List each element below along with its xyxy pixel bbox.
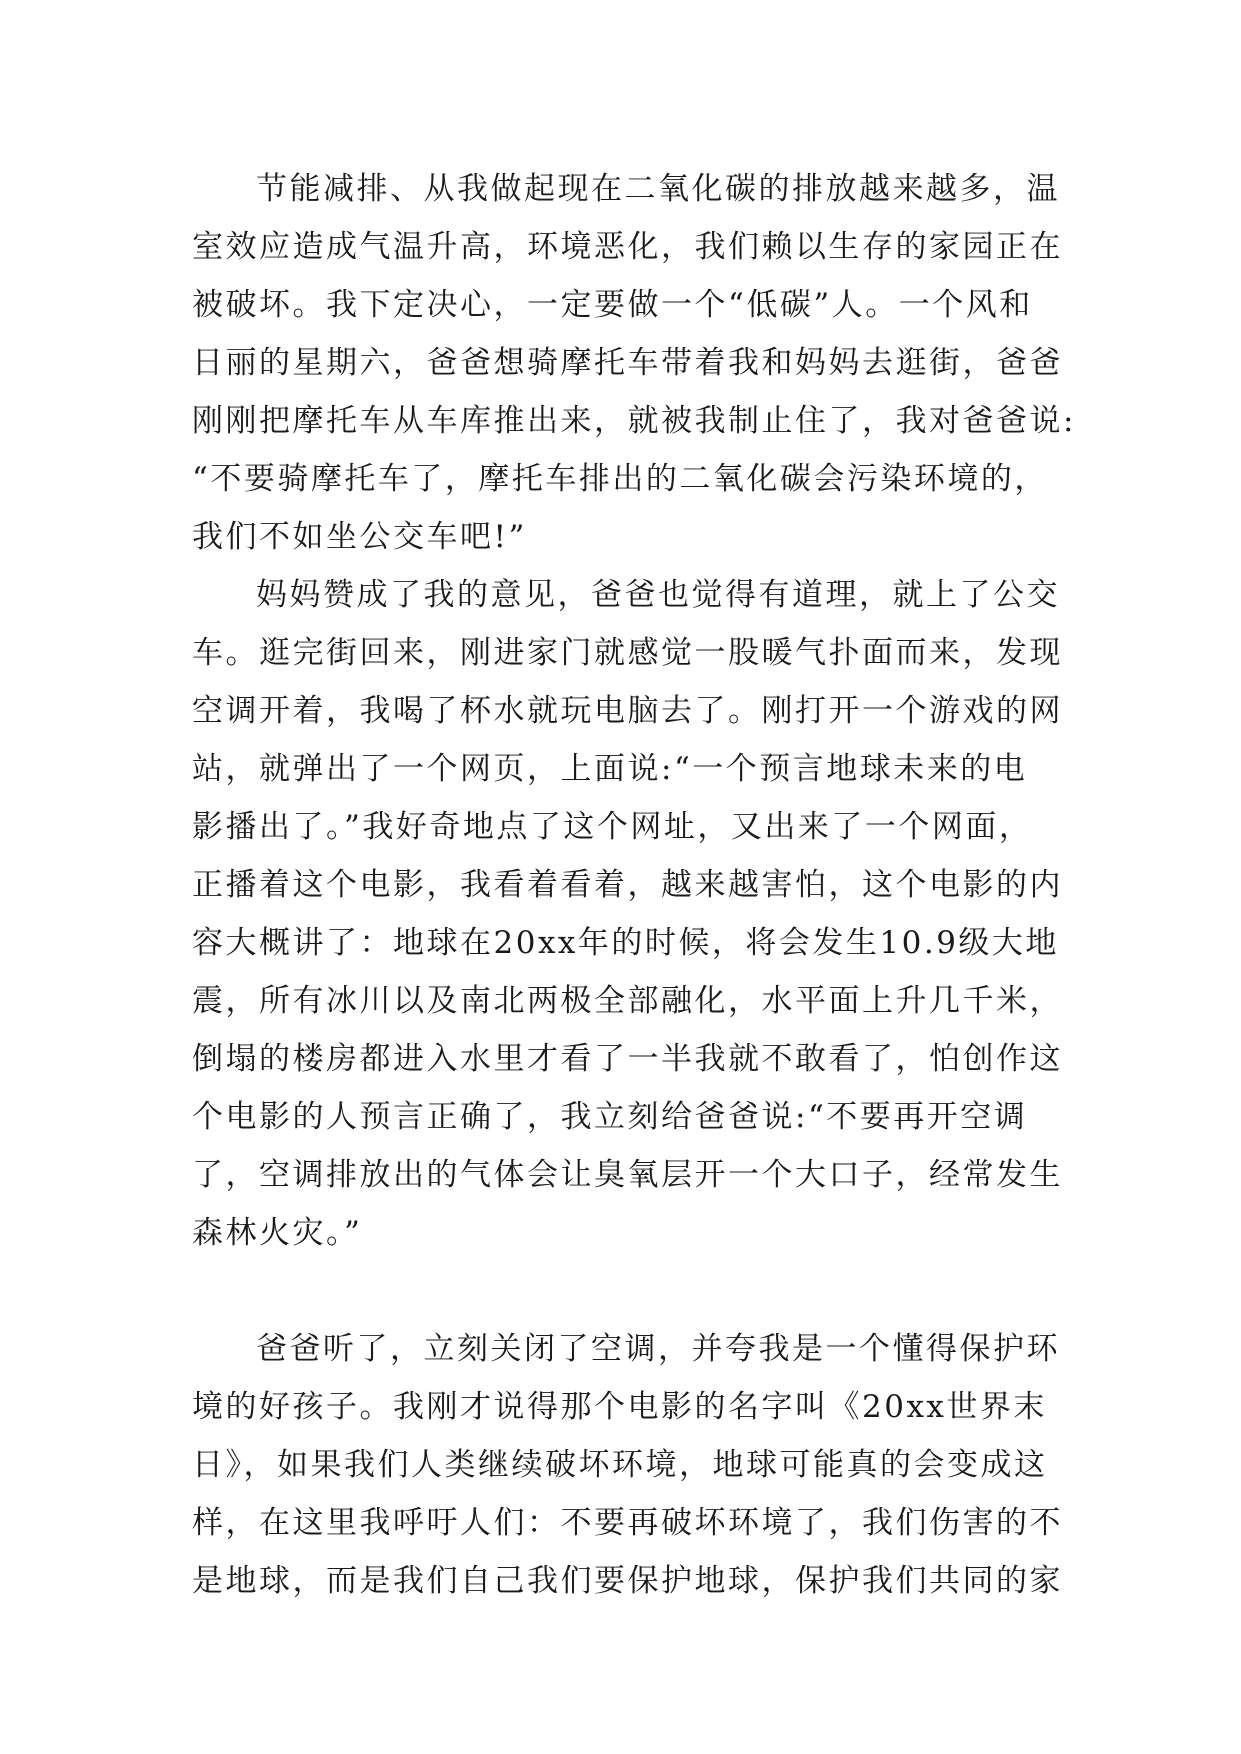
text-line: 日丽的星期六，爸爸想骑摩托车带着我和妈妈去逛街，爸爸 [192,345,1063,381]
text-line: 样，在这里我呼吁人们：不要再破坏环境了，我们伤害的不 [192,1505,1063,1541]
text-line: 节能减排、从我做起现在二氧化碳的排放越来越多，温 [256,171,1060,207]
text-line: 倒塌的楼房都进入水里才看了一半我就不敢看了，怕创作这 [192,1041,1063,1077]
text-line: “不要骑摩托车了，摩托车排出的二氧化碳会污染环境的， [192,461,1048,497]
text-line: 日》，如果我们人类继续破坏环境，地球可能真的会变成这 [192,1447,1048,1483]
text-line: 我们不如坐公交车吧!” [192,519,527,555]
text-line: 森林火灾。” [192,1215,363,1251]
paragraph-2 [192,566,1063,1320]
paragraph-1 [192,160,1076,566]
paragraph-3 [192,1320,1063,1610]
text-line: 了，空调排放出的气体会让臭氧层开一个大口子，经常发生 [192,1157,1063,1193]
text-line: 境的好孩子。我刚才说得那个电影的名字叫《20xx世界末 [192,1389,1047,1425]
text-line: 个电影的人预言正确了，我立刻给爸爸说:“不要再开空调 [192,1099,1028,1135]
text-line [192,1262,1054,1320]
text-line: 妈妈赞成了我的意见，爸爸也觉得有道理，就上了公交 [256,577,1060,613]
text-line: 震，所有冰川以及南北两极全部融化，水平面上升几千米， [192,983,1063,1019]
text-line: 空调开着，我喝了杯水就玩电脑去了。刚打开一个游戏的网 [192,693,1063,729]
text-line: 爸爸听了，立刻关闭了空调，并夸我是一个懂得保护环 [256,1331,1060,1367]
text-line: 是地球，而是我们自己我们要保护地球，保护我们共同的家 [192,1563,1063,1599]
essay-body [192,160,1076,1610]
text-line: 刚刚把摩托车从车库推出来，就被我制止住了，我对爸爸说: [192,403,1076,439]
text-line: 被破坏。我下定决心，一定要做一个“低碳”人。一个风和 [192,287,1033,323]
text-line: 车。逛完街回来，刚进家门就感觉一股暖气扑面而来，发现 [192,635,1063,671]
text-line: 影播出了。”我好奇地点了这个网址，又出来了一个网面， [192,809,1033,845]
text-line: 正播着这个电影，我看着看着，越来越害怕，这个电影的内 [192,867,1063,903]
text-line: 站，就弹出了一个网页，上面说:“一个预言地球未来的电 [192,751,1028,787]
text-line: 容大概讲了：地球在20xx年的时候，将会发生10.9级大地 [192,925,1059,961]
text-line: 室效应造成气温升高，环境恶化，我们赖以生存的家园正在 [192,229,1063,265]
